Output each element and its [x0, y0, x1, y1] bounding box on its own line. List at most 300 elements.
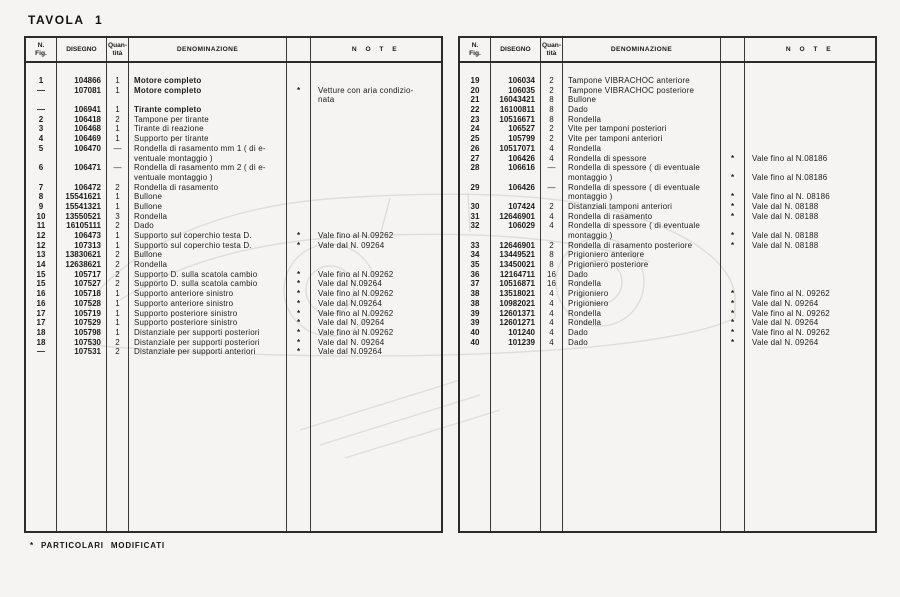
- cell-star: [287, 154, 310, 164]
- cell-quantita: 2: [549, 124, 554, 134]
- cell-note: [311, 183, 441, 193]
- cell-denominazione: Distanziali tamponi anteriori: [568, 201, 673, 211]
- cell-quantita: 8: [549, 95, 554, 105]
- cell-star: *: [296, 85, 301, 95]
- cell-star: *: [296, 318, 301, 328]
- cell-note: Vale dal N.09264: [318, 298, 382, 308]
- cell-denominazione: Vite per tamponi posteriori: [568, 124, 667, 134]
- cell-quantita: —: [113, 163, 122, 173]
- cell-fig: —: [37, 85, 45, 95]
- cell-star: [721, 221, 744, 231]
- cell-denominazione: Tirante completo: [134, 105, 202, 115]
- cell-note: [311, 260, 441, 270]
- cell-note: Vale dal N. 08188: [752, 211, 819, 221]
- cell-star: *: [296, 298, 301, 308]
- cell-quantita: 1: [115, 289, 120, 299]
- cell-denominazione: Bullone: [134, 201, 163, 211]
- column-star: [721, 63, 745, 531]
- cell-disegno: 13449521: [499, 250, 535, 260]
- cell-disegno: 10982021: [499, 298, 535, 308]
- cell-star: *: [730, 153, 735, 163]
- cell-fig: 33: [470, 240, 480, 250]
- cell-fig: 15: [36, 279, 46, 289]
- cell-denominazione: Rondella: [568, 114, 602, 124]
- cell-note: [745, 183, 875, 193]
- table-body: [26, 63, 441, 531]
- cell-denominazione: Dado: [568, 327, 588, 337]
- cell-denominazione: Supporto D. sulla scatola cambio: [134, 269, 258, 279]
- cell-star: [287, 221, 310, 231]
- cell-note: [745, 95, 875, 105]
- cell-denominazione: Rondella: [134, 211, 168, 221]
- cell-fig: 5: [38, 143, 44, 153]
- cell-star: [287, 124, 310, 134]
- cell-denominazione: Supporto sul coperchio testa D.: [134, 240, 252, 250]
- cell-denominazione: ventuale montaggio ): [134, 153, 213, 163]
- cell-quantita: 4: [549, 143, 554, 153]
- cell-disegno: 10516871: [499, 279, 535, 289]
- cell-star: *: [296, 240, 301, 250]
- cell-note: [745, 86, 875, 96]
- cell-note: [311, 115, 441, 125]
- cell-disegno: 16043421: [499, 95, 535, 105]
- cell-note: Vale fino al N. 09262: [752, 289, 830, 299]
- cell-denominazione: montaggio ): [568, 192, 613, 202]
- cell-star: [721, 250, 744, 260]
- cell-quantita: 4: [549, 308, 554, 318]
- cell-denominazione: Supporto D. sulla scatola cambio: [134, 279, 258, 289]
- cell-denominazione: Rondella: [568, 318, 602, 328]
- cell-fig: 8: [38, 192, 44, 202]
- cell-quantita: [541, 192, 562, 202]
- cell-note: Vale fino al N.09262: [318, 269, 394, 279]
- cell-star: *: [730, 289, 735, 299]
- cell-star: [721, 163, 744, 173]
- cell-disegno: 12646901: [499, 240, 535, 250]
- cell-fig: 25: [470, 134, 480, 144]
- cell-note: Vale fino al N. 08186: [752, 192, 830, 202]
- column-note: [745, 63, 875, 531]
- cell-fig: [460, 231, 490, 241]
- cell-disegno: 106426: [508, 153, 535, 163]
- cell-disegno: 105719: [74, 308, 101, 318]
- cell-fig: 18: [36, 327, 46, 337]
- cell-note: Vale dal N. 09264: [752, 318, 819, 328]
- cell-note: [745, 163, 875, 173]
- cell-quantita: 16: [547, 279, 556, 289]
- cell-fig: 37: [470, 279, 480, 289]
- cell-denominazione: Rondella: [568, 143, 602, 153]
- cell-quantita: 8: [549, 250, 554, 260]
- cell-disegno: 15541621: [65, 192, 101, 202]
- cell-star: *: [296, 327, 301, 337]
- cell-disegno: 107529: [74, 318, 101, 328]
- cell-note: Vale dal N. 08188: [752, 201, 819, 211]
- cell-disegno: 107313: [74, 240, 101, 250]
- cell-star: [721, 124, 744, 134]
- cell-denominazione: Rondella: [568, 279, 602, 289]
- cell-denominazione: Vite per tamponi anteriori: [568, 134, 663, 144]
- cell-note: [311, 105, 441, 115]
- cell-quantita: 8: [549, 105, 554, 115]
- cell-quantita: 4: [549, 153, 554, 163]
- table-header-row: [26, 38, 441, 63]
- cell-note: nata: [318, 95, 335, 105]
- header-note: N O T E: [785, 45, 835, 53]
- cell-quantita: 2: [549, 76, 554, 85]
- cell-fig: 13: [36, 250, 46, 260]
- parts-table-right: [458, 36, 877, 533]
- cell-quantita: 1: [115, 134, 120, 144]
- cell-note: Vale fino al N.09262: [318, 231, 394, 240]
- column-quantita: [107, 63, 129, 531]
- cell-quantita: 2: [115, 279, 120, 289]
- cell-fig: 19: [470, 76, 480, 85]
- cell-denominazione: Rondella di rasamento posteriore: [568, 240, 693, 250]
- cell-note: [745, 221, 875, 231]
- cell-disegno: 12638621: [65, 260, 101, 270]
- cell-fig: 24: [470, 124, 480, 134]
- cell-quantita: 4: [549, 337, 554, 347]
- cell-note: Vale dal N.09264: [318, 279, 382, 289]
- cell-quantita: 4: [549, 318, 554, 328]
- cell-quantita: [541, 231, 562, 241]
- cell-note: [745, 260, 875, 270]
- cell-fig: 16: [36, 289, 46, 299]
- cell-denominazione: Rondella di rasamento mm 2 ( di e-: [134, 163, 266, 173]
- cell-fig: 3: [38, 124, 44, 134]
- cell-star: [721, 76, 744, 86]
- cell-quantita: 4: [549, 327, 554, 337]
- cell-quantita: [107, 173, 128, 183]
- header-note: N O T E: [351, 45, 401, 53]
- cell-disegno: 106426: [508, 182, 535, 192]
- cell-disegno: 106469: [74, 134, 101, 144]
- cell-note: [745, 134, 875, 144]
- cell-star: [287, 144, 310, 154]
- cell-disegno: 106035: [508, 85, 535, 95]
- cell-note: Vale dal N. 08188: [752, 240, 819, 250]
- cell-disegno: 106473: [74, 231, 101, 240]
- cell-fig: 40: [470, 337, 480, 347]
- cell-star: [721, 95, 744, 105]
- cell-star: [287, 115, 310, 125]
- cell-star: *: [296, 269, 301, 279]
- cell-note: [311, 192, 441, 202]
- cell-star: *: [730, 240, 735, 250]
- cell-quantita: 2: [115, 182, 120, 192]
- cell-disegno: 107530: [74, 337, 101, 347]
- cell-fig: 16: [36, 298, 46, 308]
- cell-fig: 23: [470, 114, 480, 124]
- cell-fig: 31: [470, 211, 480, 221]
- cell-disegno: 106418: [74, 114, 101, 124]
- footnote: [30, 541, 165, 550]
- cell-fig: 29: [470, 182, 480, 192]
- cell-note: [311, 250, 441, 260]
- cell-star: [721, 144, 744, 154]
- cell-quantita: 2: [115, 337, 120, 347]
- cell-fig: —: [37, 347, 45, 357]
- cell-disegno: 105799: [508, 134, 535, 144]
- cell-fig: 20: [470, 85, 480, 95]
- cell-fig: 32: [470, 221, 480, 231]
- cell-quantita: 1: [115, 124, 120, 134]
- cell-quantita: 8: [549, 114, 554, 124]
- cell-disegno: 105798: [74, 327, 101, 337]
- cell-note: [311, 202, 441, 212]
- cell-note: [745, 124, 875, 134]
- cell-note: Vale fino al N.08186: [752, 172, 828, 182]
- cell-disegno: 107081: [74, 85, 101, 95]
- cell-fig: 38: [470, 298, 480, 308]
- cell-note: Vale fino al N.09262: [318, 308, 394, 318]
- cell-quantita: 4: [549, 211, 554, 221]
- cell-star: [721, 279, 744, 289]
- cell-star: *: [730, 201, 735, 211]
- cell-fig: 6: [38, 163, 44, 173]
- cell-note: [311, 124, 441, 134]
- header-quantita: Quan- tità: [107, 38, 129, 61]
- cell-star: *: [296, 347, 301, 357]
- cell-denominazione: ventuale montaggio ): [134, 172, 213, 182]
- cell-disegno: 13518021: [499, 289, 535, 299]
- cell-denominazione: Distanziale per supporti posteriori: [134, 337, 260, 347]
- cell-quantita: 1: [115, 240, 120, 250]
- cell-star: [287, 202, 310, 212]
- cell-disegno: [57, 173, 106, 183]
- cell-quantita: —: [113, 143, 122, 153]
- cell-note: [311, 134, 441, 144]
- cell-star: *: [730, 192, 735, 202]
- cell-note: [311, 163, 441, 173]
- cell-quantita: 1: [115, 298, 120, 308]
- cell-denominazione: Tirante di reazione: [134, 124, 204, 134]
- cell-fig: 28: [470, 163, 480, 173]
- cell-star: *: [730, 318, 735, 328]
- header-fig: N. Fig.: [26, 38, 57, 61]
- cell-star: [721, 260, 744, 270]
- column-denominazione: [129, 63, 287, 531]
- cell-denominazione: montaggio ): [568, 172, 613, 182]
- cell-note: [311, 144, 441, 154]
- cell-star: *: [730, 298, 735, 308]
- cell-quantita: 4: [549, 221, 554, 231]
- cell-note: Vetture con aria condizio-: [318, 85, 414, 95]
- cell-denominazione: Rondella di spessore ( di eventuale: [568, 221, 700, 231]
- cell-star: [287, 76, 310, 86]
- header-quantita: Quan- tità: [541, 38, 563, 61]
- cell-disegno: 104866: [74, 76, 101, 85]
- cell-quantita: 2: [115, 114, 120, 124]
- cell-disegno: 12601271: [499, 318, 535, 328]
- column-note: [311, 63, 441, 531]
- cell-note: Vale fino al N. 09262: [752, 327, 830, 337]
- cell-denominazione: Supporto posteriore sinistro: [134, 318, 238, 328]
- cell-star: [287, 134, 310, 144]
- cell-quantita: 2: [115, 260, 120, 270]
- cell-fig: 36: [470, 269, 480, 279]
- cell-quantita: 2: [549, 240, 554, 250]
- cell-disegno: 101240: [508, 327, 535, 337]
- cell-disegno: 107531: [74, 347, 101, 357]
- cell-disegno: [57, 154, 106, 164]
- cell-star: *: [296, 231, 301, 240]
- footnote-asterisk: *: [30, 541, 34, 550]
- column-denominazione: [563, 63, 721, 531]
- cell-note: Vale fino al N. 09262: [752, 308, 830, 318]
- cell-star: *: [730, 327, 735, 337]
- cell-fig: [26, 95, 56, 105]
- cell-fig: 26: [470, 143, 480, 153]
- cell-denominazione: [129, 95, 286, 105]
- cell-denominazione: Rondella di rasamento: [568, 211, 653, 221]
- cell-quantita: —: [547, 163, 556, 173]
- cell-disegno: 107528: [74, 298, 101, 308]
- cell-quantita: 1: [115, 76, 120, 85]
- cell-disegno: 107424: [508, 201, 535, 211]
- cell-star: *: [730, 308, 735, 318]
- cell-note: Vale fino al N.09262: [318, 327, 394, 337]
- cell-note: [311, 173, 441, 183]
- cell-denominazione: Rondella di spessore ( di eventuale: [568, 182, 700, 192]
- cell-quantita: —: [547, 182, 556, 192]
- cell-note: Vale dal N. 09264: [318, 240, 385, 250]
- cell-quantita: 1: [115, 192, 120, 202]
- cell-denominazione: montaggio ): [568, 231, 613, 240]
- cell-denominazione: Supporto posteriore sinistro: [134, 308, 238, 318]
- cell-denominazione: Supporto per tirante: [134, 134, 209, 144]
- cell-note: Vale dal N. 09264: [318, 337, 385, 347]
- cell-quantita: 1: [115, 327, 120, 337]
- cell-quantita: 1: [115, 231, 120, 240]
- column-star: [287, 63, 311, 531]
- cell-star: *: [730, 172, 735, 182]
- cell-disegno: 13450021: [499, 260, 535, 270]
- cell-fig: 10: [36, 211, 46, 221]
- cell-quantita: [541, 173, 562, 183]
- cell-star: [287, 192, 310, 202]
- cell-denominazione: Prigioniero: [568, 289, 609, 299]
- cell-denominazione: Bullone: [134, 250, 163, 260]
- table-body: [460, 63, 875, 531]
- cell-denominazione: Motore completo: [134, 85, 202, 95]
- header-denominazione: DENOMINAZIONE: [563, 38, 721, 61]
- cell-denominazione: Supporto sul coperchio testa D.: [134, 231, 252, 240]
- table-header-row: [460, 38, 875, 63]
- cell-denominazione: Motore completo: [134, 76, 202, 85]
- cell-star: *: [296, 308, 301, 318]
- cell-fig: 11: [36, 221, 46, 231]
- cell-quantita: 2: [115, 250, 120, 260]
- header-fig: N. Fig.: [460, 38, 491, 61]
- cell-note: [745, 144, 875, 154]
- page-title: TAVOLA 1: [28, 13, 104, 27]
- cell-star: [721, 115, 744, 125]
- footnote-text: PARTICOLARI MODIFICATI: [40, 541, 165, 550]
- cell-fig: 7: [38, 182, 44, 192]
- cell-disegno: 106527: [508, 124, 535, 134]
- cell-star: *: [730, 211, 735, 221]
- cell-star: *: [730, 231, 735, 240]
- cell-denominazione: Rondella di rasamento: [134, 182, 219, 192]
- cell-note: [745, 250, 875, 260]
- column-disegno: [57, 63, 107, 531]
- parts-table-left: [24, 36, 443, 533]
- cell-note: Vale dal N. 09264: [752, 337, 819, 347]
- cell-quantita: [107, 154, 128, 164]
- cell-fig: 21: [470, 95, 480, 105]
- cell-fig: 4: [38, 134, 44, 144]
- cell-quantita: 1: [115, 85, 120, 95]
- header-disegno: DISEGNO: [491, 38, 541, 61]
- cell-denominazione: Tampone VIBRACHOC posteriore: [568, 85, 695, 95]
- cell-quantita: 3: [115, 211, 120, 221]
- cell-star: [287, 95, 310, 105]
- cell-denominazione: Tampone VIBRACHOC anteriore: [568, 76, 690, 85]
- cell-fig: 12: [36, 231, 46, 240]
- cell-star: [287, 173, 310, 183]
- cell-fig: 40: [470, 327, 480, 337]
- cell-note: Vale dal N. 08188: [752, 231, 819, 240]
- cell-fig: [26, 154, 56, 164]
- cell-fig: 17: [36, 308, 46, 318]
- cell-note: [745, 105, 875, 115]
- cell-star: [721, 183, 744, 193]
- cell-denominazione: Rondella di spessore ( di eventuale: [568, 163, 700, 173]
- cell-star: *: [296, 289, 301, 299]
- column-fig: [460, 63, 491, 531]
- cell-disegno: [57, 95, 106, 105]
- cell-quantita: 1: [115, 318, 120, 328]
- cell-fig: 14: [36, 260, 46, 270]
- cell-fig: 27: [470, 153, 480, 163]
- cell-disegno: 10517071: [499, 143, 535, 153]
- cell-disegno: 106470: [74, 143, 101, 153]
- cell-disegno: 106034: [508, 76, 535, 85]
- cell-star: [721, 134, 744, 144]
- cell-denominazione: Prigioniero: [568, 298, 609, 308]
- cell-note: [311, 221, 441, 231]
- cell-denominazione: Rondella: [568, 308, 602, 318]
- column-fig: [26, 63, 57, 531]
- cell-denominazione: Rondella: [134, 260, 168, 270]
- cell-fig: 35: [470, 260, 480, 270]
- cell-disegno: 105717: [74, 269, 101, 279]
- cell-star: [721, 105, 744, 115]
- cell-quantita: 2: [115, 347, 120, 357]
- cell-note: Vale fino al N.09262: [318, 289, 394, 299]
- cell-quantita: 1: [115, 201, 120, 211]
- cell-note: [311, 76, 441, 86]
- cell-quantita: 16: [547, 269, 556, 279]
- cell-star: [287, 163, 310, 173]
- cell-disegno: 12601371: [499, 308, 535, 318]
- cell-denominazione: Dado: [568, 337, 588, 347]
- cell-disegno: 16100811: [499, 105, 535, 115]
- cell-denominazione: Rondella di spessore: [568, 153, 647, 163]
- cell-fig: —: [37, 105, 45, 115]
- cell-note: Vale fino al N.08186: [752, 153, 828, 163]
- cell-denominazione: Distanziale per supporti anteriori: [134, 347, 256, 357]
- cell-disegno: [491, 173, 540, 183]
- cell-note: [745, 115, 875, 125]
- cell-disegno: 16105111: [66, 221, 101, 231]
- cell-disegno: 107527: [74, 279, 101, 289]
- cell-quantita: 4: [549, 289, 554, 299]
- cell-quantita: 2: [115, 221, 120, 231]
- cell-fig: 1: [38, 76, 44, 85]
